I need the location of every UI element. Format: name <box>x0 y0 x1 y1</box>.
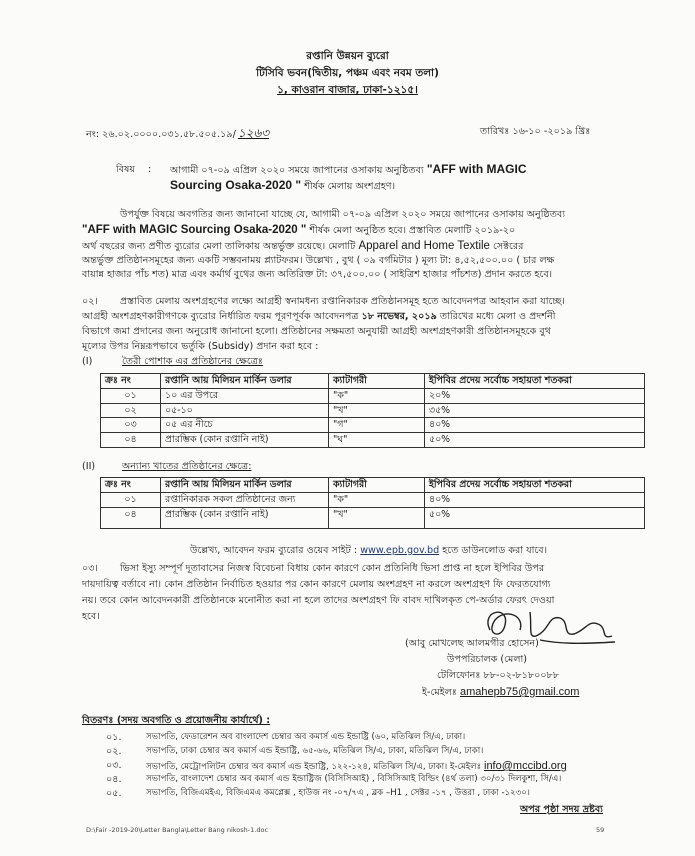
para1-sector: Apparel and Home Textile <box>358 240 490 252</box>
cell-category: "গ" <box>329 418 425 433</box>
mcci-email-link[interactable]: info@mccibd.org <box>484 760 567 772</box>
para1-line3 <box>82 239 642 253</box>
memo-number <box>86 126 269 141</box>
col-header-export-income: রপ্তানি আয় মিলিয়ন মার্কিন ডলার <box>161 478 329 493</box>
table-row <box>101 403 645 418</box>
section1-title: তৈরী পোশাক এর প্রতিষ্ঠানের ক্ষেত্রেঃ <box>122 356 263 367</box>
list-item-text-body: সভাপতি, মেট্রোপলিটন চেম্বার অব কমার্স এন্ড ইন্ডাষ্ট্রি, ১২২-১২৪, মতিঝিল সি/এ, ঢাকা। ই-মেইলঃ <box>146 762 484 772</box>
subject-line-1 <box>170 162 650 177</box>
distribution-list <box>106 732 666 802</box>
para1-line4: অন্তর্ভুক্ত প্রতিষ্ঠানসমূহের জন্য একটি সম্ভবনাময় প্ল্যাটফরম। উল্লেখ্য , বুথ ( ০৯ বর্গমিটার ) মূল্য টা: ৪,৫২,৫০০.০০ ( চার লক্ষ <box>82 255 555 266</box>
memo-date: তারিখঃ ১৬-১০ -২০১৯ খ্রিঃ <box>480 126 591 137</box>
para2-line2 <box>82 311 642 323</box>
signatory-name: (আবু মোখলেছ আলমগীর হোসেন) <box>405 638 539 649</box>
signatory-designation: উপপরিচালক (মেলা) <box>447 654 528 665</box>
list-item-number: ০৩. <box>106 760 122 771</box>
list-item-text: সভাপতি, বাংলাদেশ চেম্বার অব কমার্স এন্ড ইন্ডাষ্ট্রিজ (বিসিসিআই) , বিসিসিআই বিল্ডিং (৪র্থ তলা) ৩০/৩১ দিলকুশা, সি/এ। <box>146 774 562 784</box>
cell-serial: ০২ <box>101 403 161 418</box>
download-note <box>190 545 547 557</box>
table-row <box>101 388 645 403</box>
cell-export-income: ০৫ এর নীচে <box>161 418 329 433</box>
para2-line4: মূল্যের উপর নিম্নরূপভাবে ভর্তুকি (Subsidy) প্রদান করা হবে : <box>82 341 319 352</box>
cell-serial: ০৪ <box>101 433 161 448</box>
memo-number-text: নং: ২৬.০২.০০০০.০৩১.৫৮.৫০৫.১৯/ <box>86 129 236 140</box>
cell-serial: ০১ <box>101 492 161 507</box>
cell-export-income: ০৫-১০ <box>161 403 329 418</box>
cell-export-income: প্রারম্ভিক (কোন রপ্তানি নাই) <box>161 507 329 528</box>
list-item <box>106 788 666 802</box>
para2-number: ০২। <box>82 296 98 307</box>
list-item <box>106 746 666 760</box>
list-item <box>106 760 666 774</box>
cell-support-percent: ৪০% <box>425 492 645 507</box>
epb-website-link[interactable]: www.epb.gov.bd <box>360 545 440 556</box>
section2-title: অন্যান্য খাতের প্রতিষ্ঠানের ক্ষেত্রে: <box>122 461 252 472</box>
subject-label: বিষয় <box>116 164 136 175</box>
email-label: ই-মেইলঃ <box>422 687 460 698</box>
para3-line1: ভিসা ইস্যু সম্পূর্ণ দূতাবাসের নিজস্ব বিবেচনা বিধায় কোন কারণে কোন প্রতিনিধি ভিসা প্রাপ্ত না হলে ইপিবির উপর <box>120 563 545 574</box>
para1-fair-name: "AFF with MAGIC Sourcing Osaka-2020 " <box>82 224 307 236</box>
list-item-text: সভাপতি, ঢাকা চেম্বার অব কমার্স এন্ড ইন্ডাষ্ট্রি, ৬৫-৬৬, মতিঝিল সি/এ, ঢাকা, মতিঝিল সি/এ, ঢাকা। <box>146 746 484 756</box>
list-item-number: ০১. <box>106 732 122 743</box>
para1-line3-end: সেক্টরের <box>489 241 524 252</box>
para1-line3-text: অর্থ বছরের জন্য প্রণীত ব্যুরোর মেলা তালিকায় অন্তর্ভুক্ত রয়েছে। মেলাটি <box>82 241 359 252</box>
para1-line2 <box>82 223 642 237</box>
table-header-row <box>101 374 645 389</box>
download-note-text: উল্লেখ্য, আবেদন ফরম ব্যুরোর ওয়েব সাইট : <box>190 545 361 556</box>
para3-line2: দায়দায়িত্ব বর্তাবে না। কোন প্রতিষ্ঠান নির্বাচিত হওয়ার পর কোন কারণে মেলায় অংশগ্রহণ না করলে অংশগ্রহণ ফি ফেরতযোগ্য <box>82 579 551 590</box>
subject-line-2-text: শীর্ষক মেলায় অংশগ্রহণ। <box>301 181 396 192</box>
cell-export-income: প্রারম্ভিক (কোন রপ্তানি নাই) <box>161 433 329 448</box>
section1-roman: (I) <box>82 356 93 367</box>
list-item-number: ০২. <box>106 746 122 757</box>
para1-line2-text: শীর্ষক মেলা অনুষ্ঠিত হবে। প্রস্তাবিত মেলাটি ২০১৯-২০ <box>306 225 516 236</box>
col-header-serial: ক্রঃ নং <box>101 478 161 493</box>
subject-line-2 <box>170 178 395 193</box>
para3-line4: হবে। <box>82 611 100 622</box>
col-header-category: ক্যাটাগরী <box>329 478 425 493</box>
col-header-serial: ক্রঃ নং <box>101 374 161 389</box>
address: ১, কাওরান বাজার, ঢাকা-১২১৫। <box>277 84 418 96</box>
para2-line3: বিভাগে জমা প্রদানের জন্য অনুরোধ জানানো হলো। প্রতিষ্ঠানের সক্ষমতা অনুযায়ী আগ্রহী অংশগ্রহণকারী প্রতিষ্ঠানসমূহকে বুথ <box>82 326 551 337</box>
org-name: রপ্তানি উন্নয়ন ব্যুরো <box>306 50 389 62</box>
cell-category: "ক" <box>329 388 425 403</box>
cell-support-percent: ৫০% <box>425 433 645 448</box>
cell-support-percent: ৫০% <box>425 507 645 528</box>
cell-support-percent: ৩৫% <box>425 403 645 418</box>
para2-deadline: ১৮ নভেম্বর, ২০১৯ <box>361 311 437 322</box>
subject-fair-name-b: Sourcing Osaka-2020 " <box>170 178 302 192</box>
list-item-text: সভাপতি, ফেডারেশন অব বাংলাদেশ চেম্বার অব কমার্স এন্ড ইন্ডাষ্ট্রি (৬০, মতিঝিল সি/এ, ঢাকা। <box>146 732 466 742</box>
para2-line2-end: তারিখের মধ্যে মেলা ও প্রদর্শনী <box>436 311 556 322</box>
signatory-email <box>422 686 579 700</box>
file-path: D:\Fair -2019-20\Letter Bangla\Letter Bang nikosh-1.doc <box>86 826 269 834</box>
para3-line3: নয়। তবে কোন আবেদনকারী প্রতিষ্ঠানকে মনোনীত করা না হলে তাদের অংশগ্রহণ ফি বাবদ দাখিলকৃত পে-অর্ডার ফেরৎ দেওয়া <box>82 595 555 606</box>
table-row <box>101 433 645 448</box>
signatory-email-link[interactable]: amahepb75@gmail.com <box>459 686 580 698</box>
col-header-export-income: রপ্তানি আয় মিলিয়ন মার্কিন ডলার <box>161 374 329 389</box>
cell-support-percent: ৪০% <box>425 418 645 433</box>
list-item <box>106 732 666 746</box>
list-item-number: ০৫. <box>106 788 122 799</box>
col-header-category: ক্যাটাগরী <box>329 374 425 389</box>
other-sector-subsidy-table <box>100 477 645 529</box>
list-item-number: ০৪. <box>106 774 122 785</box>
para2-line1: প্রস্তাবিত মেলায় অংশগ্রহণের লক্ষ্যে আগ্রহী স্বনামধন্য রপ্তানিকারক প্রতিষ্ঠানসমূহ হতে আবেদনপত্র আহবান করা যাচ্ছে। <box>120 296 565 307</box>
building-name: টিসিবি ভবন(দ্বিতীয়, পঞ্চম এবং নবম তলা) <box>256 67 439 79</box>
download-note-end: হতে ডাউনলোড করা যাবে। <box>439 545 548 556</box>
cell-serial: ০৪ <box>101 507 161 528</box>
cell-category: "খ" <box>329 403 425 418</box>
subject-line-1-text: আগামী ০৭-০৯ এপ্রিল ২০২০ সময়ে জাপানের ওসাকায় অনুষ্ঠিতব্য <box>170 165 427 176</box>
cell-category: "ক" <box>329 492 425 507</box>
para1-line1: উপর্যুক্ত বিষয়ে অবগতির জন্য জানানো যাচ্ছে যে, আগামী ০৭-০৯ এপ্রিল ২০২০ সময়ে জাপানের ওসাকায় অনুষ্ঠিতব্য <box>120 209 566 220</box>
table-row <box>101 492 645 507</box>
list-item-text: সভাপতি, বিজিএমইএ, বিজিএমএ কমপ্লেক্স , হাউজ নং -০৭/৭এ , ব্লক –H1 , সেক্টর -১৭ , উত্তরা , ঢাকা -১২৩০। <box>146 788 530 798</box>
section2-roman: (II) <box>82 461 96 472</box>
cell-serial: ০১ <box>101 388 161 403</box>
list-item <box>106 774 666 788</box>
page-number: 59 <box>596 826 605 834</box>
cell-category: "ঘ" <box>329 433 425 448</box>
signatory-phone: টেলিফোনঃ ৮৮-০২-৮১৮০০৮৮ <box>437 670 560 681</box>
distribution-title: বিতরণঃ (সদয় অবগতি ও প্রয়োজনীয় কার্যার্থে) : <box>82 715 271 726</box>
subject-fair-name-a: "AFF with MAGIC <box>426 162 527 176</box>
table-row <box>101 507 645 528</box>
cell-category: "খ" <box>329 507 425 528</box>
cell-serial: ০৩ <box>101 418 161 433</box>
col-header-support-percent: ইপিবির প্রদেয় সর্বোচ্চ সহায়তা শতকরা <box>425 478 645 493</box>
para1-line5: বায়ান্ন হাজার পাঁচ শত) মাত্র এবং কর্মার্থ বুথের জন্য অতিরিক্ত টা: ৩৭,৫০০.০০ ( সাইত্রিশ হাজার পাঁচশত) প্রদান করতে হবে। <box>82 269 553 280</box>
table-header-row <box>101 478 645 493</box>
para3-number: ০৩। <box>82 563 98 574</box>
col-header-support-percent: ইপিবির প্রদেয় সর্বোচ্চ সহায়তা শতকরা <box>425 374 645 389</box>
turn-over-note: অপর পৃষ্ঠা সদয় দ্রষ্টব্য <box>520 804 603 815</box>
para2-line2-text: আগ্রহী অংশগ্রহণকারীগণকে ব্যুরোর নির্ধারিত ফরম পূরণপূর্বক আবেদনপত্র <box>82 311 362 322</box>
cell-support-percent: ২০% <box>425 388 645 403</box>
table-row <box>101 418 645 433</box>
cell-export-income: রপ্তানিকারক সকল প্রতিষ্ঠানের জন্য <box>161 492 329 507</box>
garment-subsidy-table <box>100 373 645 448</box>
cell-export-income: ১০ এর উপরে <box>161 388 329 403</box>
subject-colon: : <box>148 164 152 175</box>
list-item-text <box>146 760 567 774</box>
memo-number-handwritten: ১২৬৩ <box>237 126 270 140</box>
